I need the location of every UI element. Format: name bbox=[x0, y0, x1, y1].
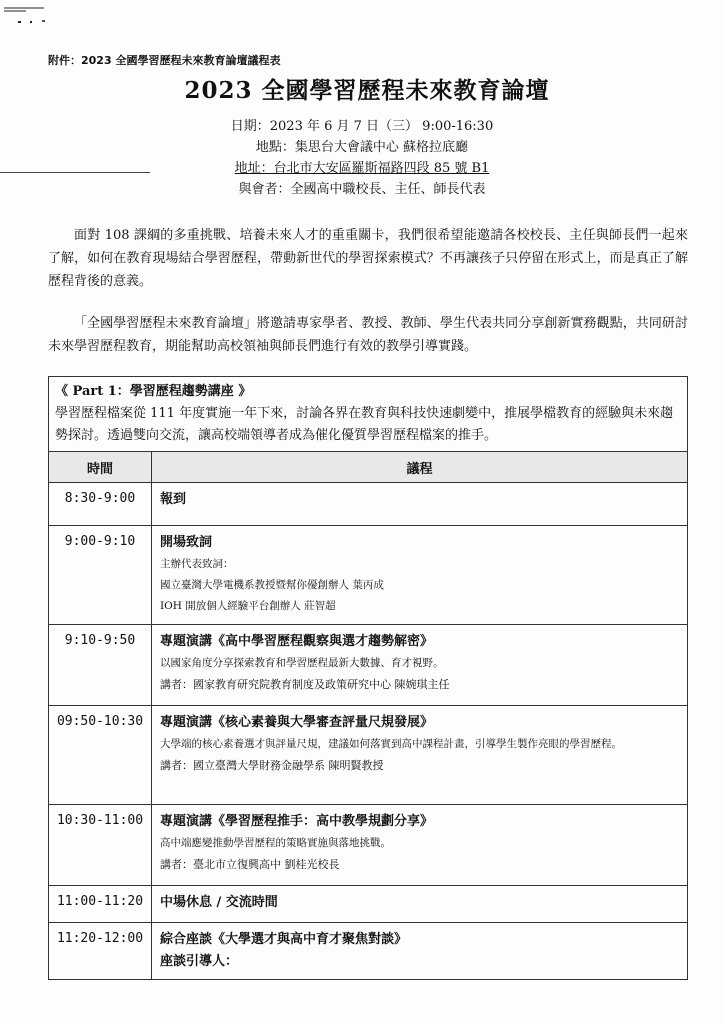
agenda-table bbox=[48, 376, 688, 980]
column-header-program: 議程 bbox=[152, 452, 688, 483]
row-time: 11:20-12:00 bbox=[49, 923, 152, 980]
table-row bbox=[49, 625, 688, 706]
part-title: 《 Part 1：學習歷程趨勢講座 》 bbox=[55, 384, 252, 399]
row-program bbox=[152, 625, 688, 706]
intro-paragraph-2: 「全國學習歷程未來教育論壇」將邀請專家學者、教授、教師、學生代表共同分享創新實務觀點，共同研討未來學習歷程教育，期能幫助高校領袖與師長們進行有效的教學引導實踐。 bbox=[48, 316, 688, 354]
row-time: 10:30-11:00 bbox=[49, 805, 152, 886]
program-title: 綜合座談《大學選才與高中育才聚焦對談》 bbox=[160, 932, 408, 947]
part-header-row bbox=[49, 377, 688, 452]
program-speaker: 講者：國立臺灣大學財務金融學系 陳明賢教授 bbox=[160, 759, 384, 772]
column-header-row bbox=[49, 452, 688, 483]
row-program bbox=[152, 805, 688, 886]
row-program bbox=[152, 526, 688, 625]
program-title: 專題演講《核心素養與大學審查評量尺規發展》 bbox=[160, 715, 434, 730]
scan-rule bbox=[0, 172, 150, 173]
program-detail: 國立臺灣大學電機系教授暨幫你優創辦人 葉丙成 bbox=[160, 579, 384, 591]
row-time: 8:30-9:00 bbox=[49, 483, 152, 526]
part-description: 學習歷程檔案從 111 年度實施一年下來，討論各界在教育與科技快速劇變中，推展學檔教育的經驗與未來趨勢探討。透過雙向交流，讓高校端領導者成為催化優質學習歷程檔案的推手。 bbox=[55, 406, 674, 443]
program-title: 專題演講《高中學習歷程觀察與選才趨勢解密》 bbox=[160, 634, 434, 649]
part-intro-cell bbox=[49, 377, 688, 452]
program-title: 開場致詞 bbox=[160, 535, 213, 550]
program-detail: 高中端應變推動學習歷程的策略實施與落地挑戰。 bbox=[160, 837, 391, 849]
program-detail: 大學端的核心素養選才與評量尺規，建議如何落實到高中課程計畫，引導學生製作亮眼的學習歷程。 bbox=[160, 738, 622, 750]
event-address: 地址：台北市大安區羅斯福路四段 85 號 B1 bbox=[234, 161, 490, 176]
table-row bbox=[49, 805, 688, 886]
row-time: 9:10-9:50 bbox=[49, 625, 152, 706]
intro-paragraph-1: 面對 108 課綱的多重挑戰、培養未來人才的重重關卡，我們很希望能邀請各校校長、主任與師長們一起來了解，如何在教育現場結合學習歷程，帶動新世代的學習探索模式？不再讓孩子只停留在形式上，而是真正了解歷程背後的意義。 bbox=[48, 228, 688, 289]
row-program bbox=[152, 483, 688, 526]
table-row bbox=[49, 706, 688, 805]
column-header-time: 時間 bbox=[49, 452, 152, 483]
table-row bbox=[49, 886, 688, 923]
row-time: 11:00-11:20 bbox=[49, 886, 152, 923]
row-program bbox=[152, 923, 688, 980]
attachment-label: 附件：2023 全國學習歷程未來教育論壇議程表 bbox=[48, 54, 281, 67]
program-title: 專題演講《學習歷程推手：高中教學規劃分享》 bbox=[160, 814, 434, 829]
table-row bbox=[49, 483, 688, 526]
row-program bbox=[152, 706, 688, 805]
program-detail: 以國家角度分享探索教育和學習歷程最新大數據、育才視野。 bbox=[160, 657, 444, 669]
event-attendees: 與會者：全國高中職校長、主任、師長代表 bbox=[238, 182, 486, 197]
event-venue: 地點：集思台大會議中心 蘇格拉底廳 bbox=[255, 140, 469, 155]
page-title: 2023 全國學習歷程未來教育論壇 bbox=[184, 77, 550, 104]
event-meta bbox=[0, 116, 724, 200]
row-program bbox=[152, 886, 688, 923]
event-date: 日期：2023 年 6 月 7 日（三） 9:00-16:30 bbox=[230, 119, 494, 134]
row-time: 9:00-9:10 bbox=[49, 526, 152, 625]
table-row bbox=[49, 526, 688, 625]
scan-artifact bbox=[4, 4, 64, 24]
row-time: 09:50-10:30 bbox=[49, 706, 152, 805]
program-detail: IOH 開放個人經驗平台創辦人 莊智超 bbox=[160, 600, 336, 612]
program-speaker: 講者：臺北市立復興高中 劉桂光校長 bbox=[160, 858, 340, 871]
program-title: 報到 bbox=[160, 492, 187, 507]
program-detail: 主辦代表致詞： bbox=[160, 558, 234, 570]
program-detail: 座談引導人： bbox=[160, 954, 239, 969]
program-speaker: 講者：國家教育研究院教育制度及政策研究中心 陳婉琪主任 bbox=[160, 678, 450, 691]
table-row bbox=[49, 923, 688, 980]
program-title: 中場休息 / 交流時間 bbox=[160, 895, 278, 910]
